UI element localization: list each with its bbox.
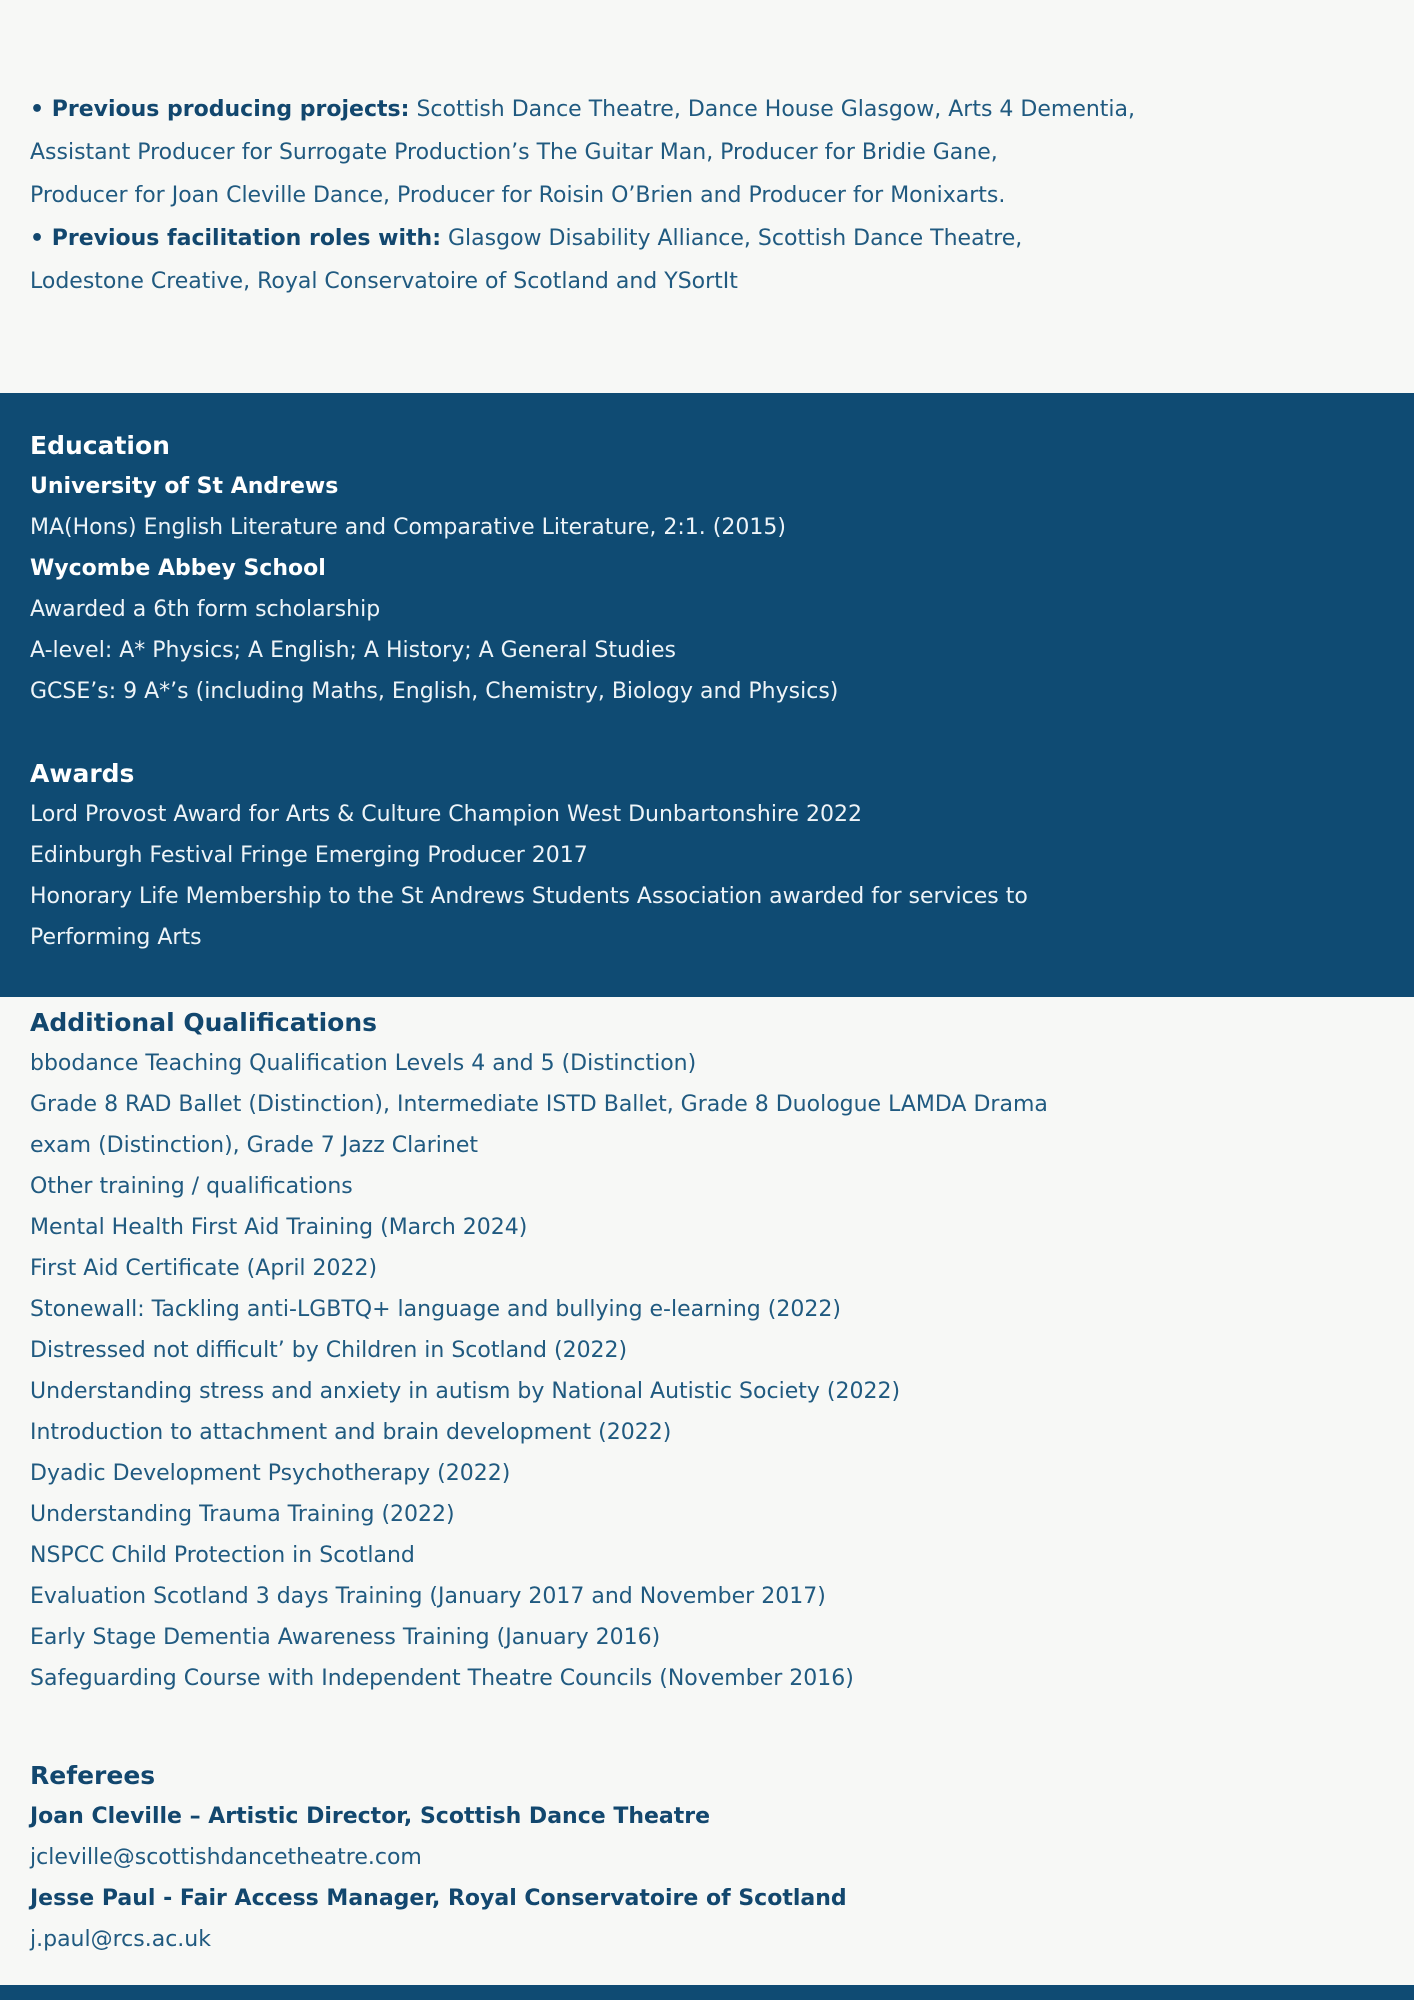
spacer <box>30 1699 1384 1755</box>
text-line: Safeguarding Course with Independent Theatre Councils (November 2016) <box>30 1666 854 1691</box>
text-line: Understanding stress and anxiety in autism by National Autistic Society (2022) <box>30 1379 901 1404</box>
text-line: Lord Provost Award for Arts & Culture Champion West Dunbartonshire 2022 <box>30 802 863 827</box>
bullet-producing-projects-label: • Previous producing projects: <box>30 97 410 122</box>
text-line: Stonewall: Tackling anti-LGBTQ+ language and bullying e-learning (2022) <box>30 1297 841 1322</box>
text-line: Awarded a 6th form scholarship <box>30 597 381 622</box>
section-heading: Additional Qualifications <box>30 1008 377 1037</box>
section-education-awards <box>0 393 1414 997</box>
text-line: Understanding Trauma Training (2022) <box>30 1502 455 1527</box>
subheading: University of St Andrews <box>30 474 339 499</box>
text-line: Evaluation Scotland 3 days Training (January 2017 and November 2017) <box>30 1584 826 1609</box>
bullet-producing-projects <box>30 88 1384 131</box>
text-line: Assistant Producer for Surrogate Production’s The Guitar Man, Producer for Bridie Gane, <box>30 140 998 165</box>
text-line: exam (Distinction), Grade 7 Jazz Clarinet <box>30 1133 478 1158</box>
text-line: bbodance Teaching Qualification Levels 4 and 5 (Distinction) <box>30 1051 697 1076</box>
text-line: Mental Health First Aid Training (March 2024) <box>30 1215 528 1240</box>
spacer <box>30 712 1384 753</box>
bullet-facilitation-roles <box>30 217 1384 260</box>
text-line: Scottish Dance Theatre, Dance House Glasgow, Arts 4 Dementia, <box>416 97 1136 122</box>
text-line: Performing Arts <box>30 925 202 950</box>
subheading: Joan Cleville – Artistic Director, Scottish Dance Theatre <box>30 1804 711 1829</box>
text-line: j.paul@rcs.ac.uk <box>30 1927 211 1952</box>
subheading: Jesse Paul - Fair Access Manager, Royal Conservatoire of Scotland <box>30 1886 847 1911</box>
subheading: Wycombe Abbey School <box>30 556 326 581</box>
text-line: Glasgow Disability Alliance, Scottish Dance Theatre, <box>448 226 1023 251</box>
text-line: MA(Hons) English Literature and Comparative Literature, 2:1. (2015) <box>30 515 786 540</box>
text-line: Honorary Life Membership to the St Andrews Students Association awarded for services to <box>30 884 1028 909</box>
section-heading: Education <box>30 431 170 460</box>
text-line: Early Stage Dementia Awareness Training (January 2016) <box>30 1625 661 1650</box>
section-experience <box>0 0 1414 393</box>
text-line: Other training / qualifications <box>30 1174 353 1199</box>
text-line: Producer for Joan Cleville Dance, Producer for Roisin O’Brien and Producer for Monixarts. <box>30 183 1006 208</box>
text-line: jcleville@scottishdancetheatre.com <box>30 1845 422 1870</box>
text-line: A-level: A* Physics; A English; A History; A General Studies <box>30 638 676 663</box>
text-line: Introduction to attachment and brain development (2022) <box>30 1420 672 1445</box>
text-line: Distressed not difficult’ by Children in Scotland (2022) <box>30 1338 628 1363</box>
footer-bar <box>0 1985 1414 2000</box>
text-line: NSPCC Child Protection in Scotland <box>30 1543 415 1568</box>
text-line: Lodestone Creative, Royal Conservatoire of Scotland and YSortIt <box>30 269 738 294</box>
text-line: First Aid Certificate (April 2022) <box>30 1256 378 1281</box>
section-heading: Awards <box>30 759 135 788</box>
text-line: GCSE’s: 9 A*’s (including Maths, English, Chemistry, Biology and Physics) <box>30 679 839 704</box>
section-qualifications-referees <box>0 997 1414 1985</box>
text-line: Edinburgh Festival Fringe Emerging Producer 2017 <box>30 843 588 868</box>
bullet-facilitation-roles-label: • Previous facilitation roles with: <box>30 226 441 251</box>
text-line: Dyadic Development Psychotherapy (2022) <box>30 1461 511 1486</box>
section-heading: Referees <box>30 1761 156 1790</box>
text-line: Grade 8 RAD Ballet (Distinction), Intermediate ISTD Ballet, Grade 8 Duologue LAMDA Drama <box>30 1092 1048 1117</box>
